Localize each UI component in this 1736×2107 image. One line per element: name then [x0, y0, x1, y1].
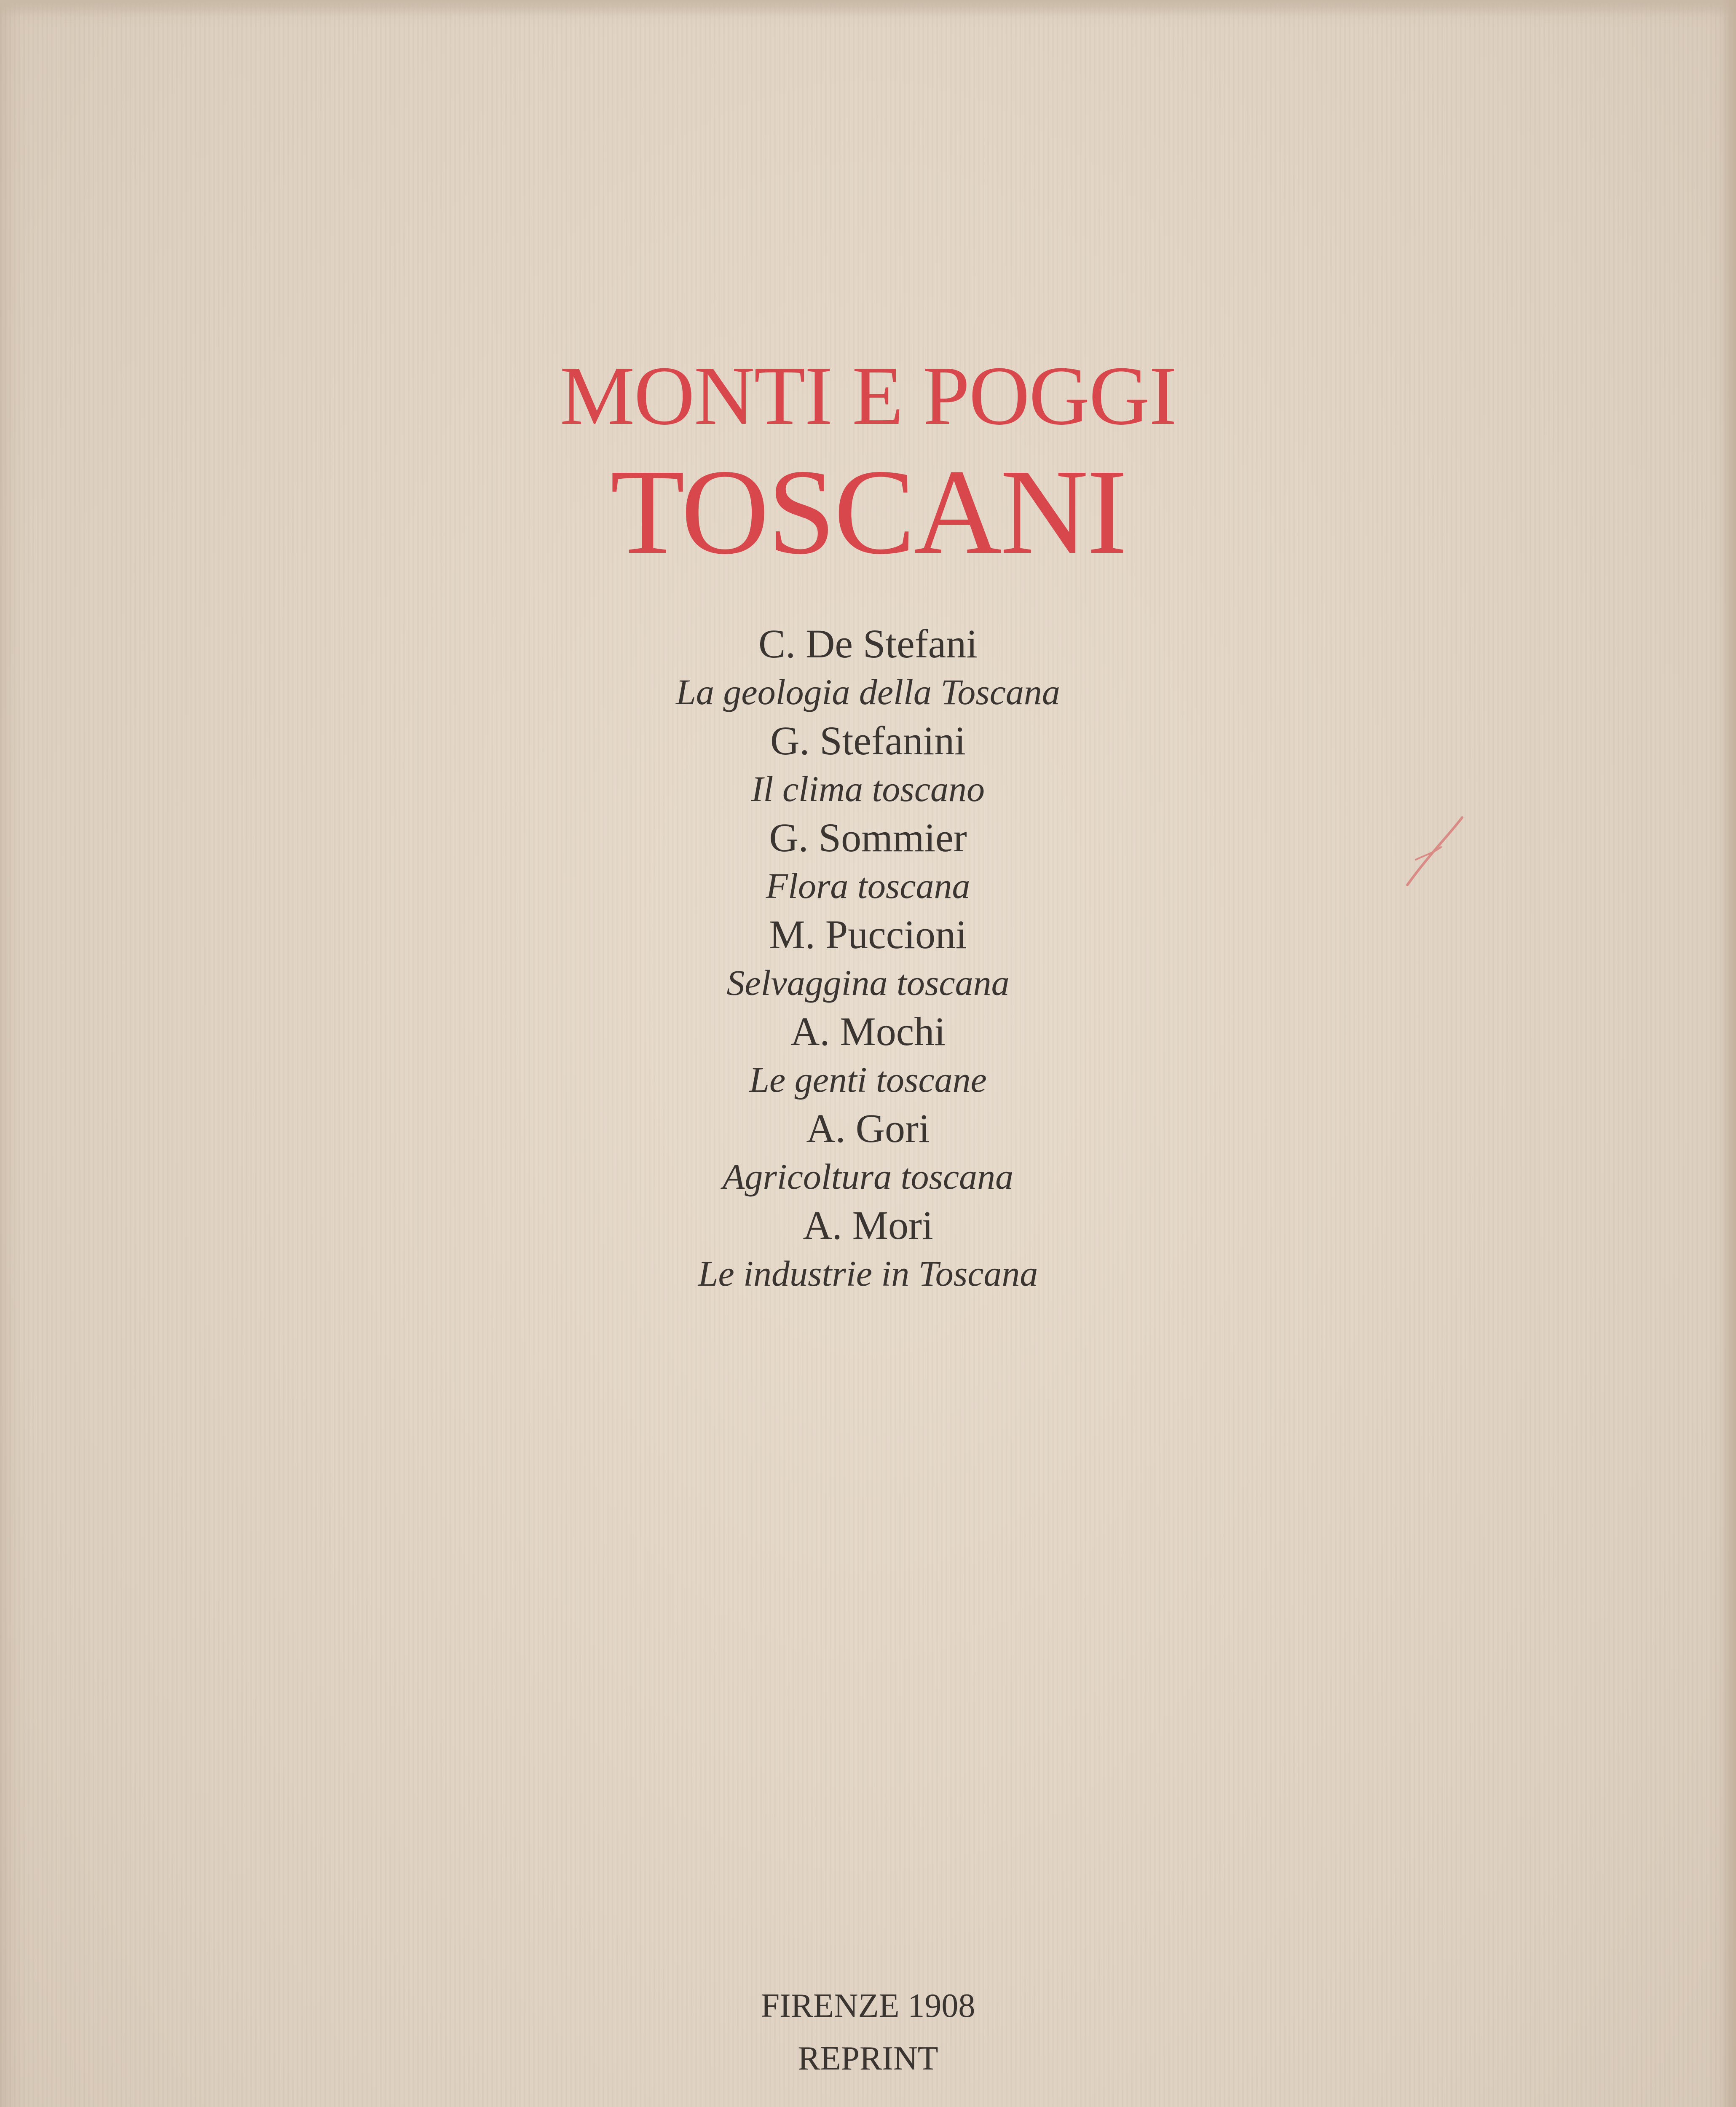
- entry-work: Agricoltura toscana: [722, 1156, 1014, 1197]
- title-line-2: TOSCANI: [610, 444, 1126, 579]
- contents-entry: [0, 1201, 1736, 1298]
- entry-work: Le industrie in Toscana: [698, 1253, 1038, 1294]
- contents-list: [0, 619, 1736, 1298]
- contents-entry: [0, 910, 1736, 1007]
- contents-entry: [0, 619, 1736, 716]
- entry-work: Selvaggina toscana: [726, 962, 1010, 1003]
- entry-author: G. Stefanini: [770, 718, 966, 763]
- entry-work: Il clima toscano: [751, 769, 985, 809]
- contents-entry: [0, 813, 1736, 910]
- entry-author: G. Sommier: [769, 815, 967, 860]
- imprint-city-year: FIRENZE 1908: [761, 1987, 975, 2024]
- entry-work: La geologia della Toscana: [676, 672, 1060, 712]
- title-line-1: MONTI E POGGI: [560, 349, 1176, 442]
- entry-author: M. Puccioni: [769, 912, 967, 957]
- red-pencil-mark: [1399, 813, 1466, 889]
- imprint-reprint: REPRINT: [798, 2040, 938, 2077]
- contents-entry: [0, 1007, 1736, 1104]
- contents-entry: [0, 1104, 1736, 1201]
- entry-author: A. Gori: [806, 1106, 930, 1151]
- contents-entry: [0, 716, 1736, 813]
- entry-author: C. De Stefani: [758, 621, 978, 666]
- entry-author: A. Mochi: [790, 1009, 946, 1054]
- entry-work: Le genti toscane: [749, 1059, 987, 1100]
- entry-work: Flora toscana: [766, 866, 970, 906]
- cover-top-edge: [0, 0, 1736, 17]
- entry-author: A. Mori: [803, 1203, 933, 1248]
